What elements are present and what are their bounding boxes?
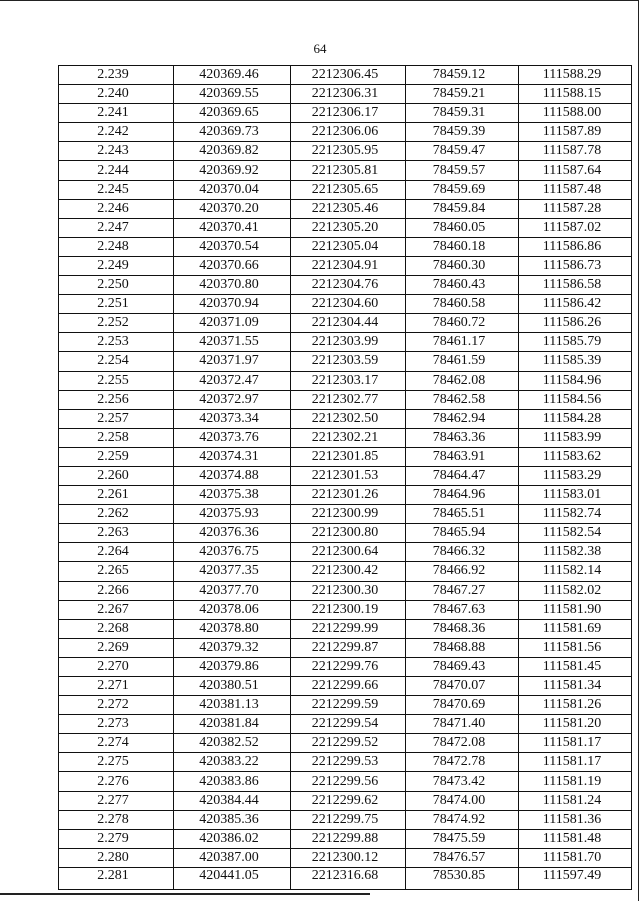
- coordinate-cell: 111586.58: [519, 276, 632, 295]
- coordinate-cell: 2212306.45: [291, 66, 406, 85]
- coordinate-cell: 111583.01: [519, 486, 632, 505]
- coordinate-cell: 2212303.99: [291, 333, 406, 352]
- table-row: [59, 66, 632, 85]
- coordinate-cell: 111586.86: [519, 237, 632, 256]
- coordinate-cell: 111588.15: [519, 85, 632, 104]
- table-row: [59, 581, 632, 600]
- coordinate-cell: 420383.86: [174, 772, 291, 791]
- point-number-cell: 2.259: [59, 447, 174, 466]
- coordinate-cell: 111581.26: [519, 696, 632, 715]
- coordinate-cell: 420370.54: [174, 237, 291, 256]
- coordinate-cell: 2212305.95: [291, 142, 406, 161]
- coordinate-cell: 2212306.17: [291, 104, 406, 123]
- coordinate-cell: 420377.35: [174, 562, 291, 581]
- coordinate-cell: 78459.39: [406, 123, 519, 142]
- point-number-cell: 2.275: [59, 753, 174, 772]
- coordinate-cell: 78461.59: [406, 352, 519, 371]
- coordinate-cell: 111597.49: [519, 867, 632, 889]
- point-number-cell: 2.279: [59, 829, 174, 848]
- coordinate-cell: 420369.73: [174, 123, 291, 142]
- coordinate-cell: 78470.69: [406, 696, 519, 715]
- table-row: [59, 104, 632, 123]
- coordinate-cell: 420376.75: [174, 543, 291, 562]
- table-row: [59, 276, 632, 295]
- coordinate-cell: 78459.84: [406, 199, 519, 218]
- point-number-cell: 2.260: [59, 466, 174, 485]
- coordinate-cell: 111582.14: [519, 562, 632, 581]
- coordinate-cell: 78472.08: [406, 734, 519, 753]
- coordinate-cell: 420369.65: [174, 104, 291, 123]
- table-row: [59, 371, 632, 390]
- coordinate-cell: 111583.99: [519, 428, 632, 447]
- coordinate-cell: 78464.96: [406, 486, 519, 505]
- coordinate-cell: 2212299.54: [291, 715, 406, 734]
- coordinate-cell: 420369.82: [174, 142, 291, 161]
- coordinate-cell: 420376.36: [174, 524, 291, 543]
- table-row: [59, 218, 632, 237]
- coordinate-cell: 420385.36: [174, 810, 291, 829]
- coordinate-cell: 420375.38: [174, 486, 291, 505]
- coordinate-cell: 111584.56: [519, 390, 632, 409]
- point-number-cell: 2.257: [59, 409, 174, 428]
- coordinate-cell: 111587.48: [519, 180, 632, 199]
- coordinate-cell: 111584.28: [519, 409, 632, 428]
- coordinate-cell: 111583.62: [519, 447, 632, 466]
- coordinate-cell: 78470.07: [406, 677, 519, 696]
- coordinate-cell: 420373.76: [174, 428, 291, 447]
- point-number-cell: 2.273: [59, 715, 174, 734]
- table-row: [59, 638, 632, 657]
- coordinate-cell: 78463.36: [406, 428, 519, 447]
- table-row: [59, 791, 632, 810]
- point-number-cell: 2.249: [59, 256, 174, 275]
- coordinate-cell: 78459.57: [406, 161, 519, 180]
- table-row: [59, 123, 632, 142]
- coordinate-cell: 2212304.76: [291, 276, 406, 295]
- table-row: [59, 619, 632, 638]
- coordinate-cell: 111586.73: [519, 256, 632, 275]
- point-number-cell: 2.266: [59, 581, 174, 600]
- coordinate-cell: 78460.72: [406, 314, 519, 333]
- point-number-cell: 2.252: [59, 314, 174, 333]
- coordinate-cell: 2212305.04: [291, 237, 406, 256]
- coordinate-cell: 78464.47: [406, 466, 519, 485]
- coordinate-cell: 420381.13: [174, 696, 291, 715]
- point-number-cell: 2.270: [59, 657, 174, 676]
- point-number-cell: 2.241: [59, 104, 174, 123]
- coordinate-cell: 111582.54: [519, 524, 632, 543]
- table-row: [59, 447, 632, 466]
- table-row: [59, 466, 632, 485]
- coordinate-cell: 420370.80: [174, 276, 291, 295]
- coordinate-cell: 420370.04: [174, 180, 291, 199]
- coordinate-cell: 78467.27: [406, 581, 519, 600]
- coordinate-cell: 78462.94: [406, 409, 519, 428]
- point-number-cell: 2.261: [59, 486, 174, 505]
- point-number-cell: 2.271: [59, 677, 174, 696]
- coordinate-cell: 2212299.52: [291, 734, 406, 753]
- coordinate-cell: 78475.59: [406, 829, 519, 848]
- coordinate-cell: 420374.31: [174, 447, 291, 466]
- point-number-cell: 2.254: [59, 352, 174, 371]
- coordinate-cell: 111587.28: [519, 199, 632, 218]
- table-row: [59, 295, 632, 314]
- coordinate-cell: 2212305.81: [291, 161, 406, 180]
- coordinate-cell: 2212299.59: [291, 696, 406, 715]
- coordinate-cell: 111586.26: [519, 314, 632, 333]
- coordinate-cell: 111581.90: [519, 600, 632, 619]
- coordinate-cell: 78459.47: [406, 142, 519, 161]
- coordinate-cell: 78459.69: [406, 180, 519, 199]
- coordinate-cell: 111587.64: [519, 161, 632, 180]
- coordinate-cell: 2212305.46: [291, 199, 406, 218]
- table-row: [59, 180, 632, 199]
- coordinate-cell: 111581.48: [519, 829, 632, 848]
- coordinate-cell: 111587.78: [519, 142, 632, 161]
- coordinate-cell: 420371.55: [174, 333, 291, 352]
- coordinate-cell: 2212302.21: [291, 428, 406, 447]
- coordinate-cell: 420369.92: [174, 161, 291, 180]
- table-row: [59, 829, 632, 848]
- coordinate-cell: 420379.86: [174, 657, 291, 676]
- point-number-cell: 2.264: [59, 543, 174, 562]
- table-row: [59, 715, 632, 734]
- coordinate-cell: 111581.34: [519, 677, 632, 696]
- coordinate-cell: 78468.36: [406, 619, 519, 638]
- point-number-cell: 2.281: [59, 867, 174, 889]
- coordinate-cell: 78461.17: [406, 333, 519, 352]
- coordinate-cell: 111585.39: [519, 352, 632, 371]
- table-row: [59, 142, 632, 161]
- point-number-cell: 2.274: [59, 734, 174, 753]
- coordinate-cell: 111581.17: [519, 753, 632, 772]
- coordinate-cell: 111582.02: [519, 581, 632, 600]
- coordinate-cell: 420371.97: [174, 352, 291, 371]
- coordinate-cell: 78471.40: [406, 715, 519, 734]
- coordinate-cell: 420384.44: [174, 791, 291, 810]
- coordinate-cell: 2212302.50: [291, 409, 406, 428]
- coordinate-cell: 78469.43: [406, 657, 519, 676]
- coordinate-cell: 111582.74: [519, 505, 632, 524]
- coordinate-cell: 420370.20: [174, 199, 291, 218]
- coordinate-cell: 78462.58: [406, 390, 519, 409]
- table-row: [59, 314, 632, 333]
- coordinate-cell: 2212300.42: [291, 562, 406, 581]
- coordinate-cell: 420378.80: [174, 619, 291, 638]
- point-number-cell: 2.239: [59, 66, 174, 85]
- point-number-cell: 2.272: [59, 696, 174, 715]
- point-number-cell: 2.248: [59, 237, 174, 256]
- coordinate-cell: 2212300.80: [291, 524, 406, 543]
- coordinate-cell: 420369.55: [174, 85, 291, 104]
- coordinate-cell: 111581.45: [519, 657, 632, 676]
- table-row: [59, 734, 632, 753]
- point-number-cell: 2.265: [59, 562, 174, 581]
- coordinate-cell: 111587.02: [519, 218, 632, 237]
- coordinate-cell: 78459.31: [406, 104, 519, 123]
- coordinate-cell: 420377.70: [174, 581, 291, 600]
- coordinate-cell: 111586.42: [519, 295, 632, 314]
- coordinate-cell: 78465.94: [406, 524, 519, 543]
- coordinate-cell: 2212299.62: [291, 791, 406, 810]
- point-number-cell: 2.243: [59, 142, 174, 161]
- table-row: [59, 543, 632, 562]
- coordinate-cell: 2212300.99: [291, 505, 406, 524]
- coordinate-cell: 111583.29: [519, 466, 632, 485]
- coordinate-cell: 78530.85: [406, 867, 519, 889]
- coordinate-cell: 78465.51: [406, 505, 519, 524]
- coordinate-cell: 111587.89: [519, 123, 632, 142]
- coordinate-cell: 420371.09: [174, 314, 291, 333]
- point-number-cell: 2.240: [59, 85, 174, 104]
- point-number-cell: 2.276: [59, 772, 174, 791]
- coordinate-cell: 420374.88: [174, 466, 291, 485]
- coordinate-cell: 111581.24: [519, 791, 632, 810]
- page-number: 64: [313, 41, 327, 56]
- point-number-cell: 2.269: [59, 638, 174, 657]
- table-row: [59, 352, 632, 371]
- table-row: [59, 562, 632, 581]
- table-row: [59, 753, 632, 772]
- point-number-cell: 2.247: [59, 218, 174, 237]
- coordinate-cell: 111582.38: [519, 543, 632, 562]
- coordinate-cell: 2212304.44: [291, 314, 406, 333]
- table-row: [59, 333, 632, 352]
- coordinate-cell: 420441.05: [174, 867, 291, 889]
- coordinate-cell: 78462.08: [406, 371, 519, 390]
- table-row: [59, 848, 632, 867]
- table-row: [59, 409, 632, 428]
- coordinate-cell: 420381.84: [174, 715, 291, 734]
- point-number-cell: 2.253: [59, 333, 174, 352]
- point-number-cell: 2.245: [59, 180, 174, 199]
- coordinate-cell: 2212299.76: [291, 657, 406, 676]
- point-number-cell: 2.250: [59, 276, 174, 295]
- table-row: [59, 810, 632, 829]
- coordinate-cell: 2212300.12: [291, 848, 406, 867]
- coordinate-cell: 420370.94: [174, 295, 291, 314]
- coordinate-cell: 420379.32: [174, 638, 291, 657]
- table-row: [59, 486, 632, 505]
- coordinate-cell: 2212299.99: [291, 619, 406, 638]
- coordinate-cell: 2212299.88: [291, 829, 406, 848]
- point-number-cell: 2.277: [59, 791, 174, 810]
- coordinate-cell: 420378.06: [174, 600, 291, 619]
- coordinate-cell: 2212301.53: [291, 466, 406, 485]
- coordinate-cell: 78474.00: [406, 791, 519, 810]
- coordinate-cell: 78460.58: [406, 295, 519, 314]
- coordinate-cell: 420375.93: [174, 505, 291, 524]
- point-number-cell: 2.242: [59, 123, 174, 142]
- coordinate-cell: 2212300.30: [291, 581, 406, 600]
- point-number-cell: 2.244: [59, 161, 174, 180]
- coordinate-cell: 111581.20: [519, 715, 632, 734]
- point-number-cell: 2.263: [59, 524, 174, 543]
- coordinates-table: [58, 65, 632, 890]
- coordinate-cell: 78466.92: [406, 562, 519, 581]
- table-row: [59, 256, 632, 275]
- coordinate-cell: 78468.88: [406, 638, 519, 657]
- coordinate-cell: 111584.96: [519, 371, 632, 390]
- coordinate-cell: 420373.34: [174, 409, 291, 428]
- point-number-cell: 2.262: [59, 505, 174, 524]
- table-row: [59, 199, 632, 218]
- coordinate-cell: 78463.91: [406, 447, 519, 466]
- coordinate-cell: 111581.56: [519, 638, 632, 657]
- table-row: [59, 657, 632, 676]
- coordinate-cell: 78467.63: [406, 600, 519, 619]
- coordinate-cell: 111581.17: [519, 734, 632, 753]
- coordinate-cell: 78473.42: [406, 772, 519, 791]
- coordinate-cell: 2212304.60: [291, 295, 406, 314]
- coordinate-cell: 78460.18: [406, 237, 519, 256]
- coordinate-cell: 420369.46: [174, 66, 291, 85]
- coordinate-cell: 420382.52: [174, 734, 291, 753]
- coordinate-cell: 2212299.53: [291, 753, 406, 772]
- coordinate-cell: 420380.51: [174, 677, 291, 696]
- coordinate-cell: 2212304.91: [291, 256, 406, 275]
- coordinate-cell: 420383.22: [174, 753, 291, 772]
- coordinate-cell: 111581.70: [519, 848, 632, 867]
- coordinate-cell: 78474.92: [406, 810, 519, 829]
- table-row: [59, 390, 632, 409]
- coordinate-cell: 2212302.77: [291, 390, 406, 409]
- coordinate-cell: 78466.32: [406, 543, 519, 562]
- coordinate-cell: 111581.69: [519, 619, 632, 638]
- table-row: [59, 696, 632, 715]
- coordinates-table-body: [59, 66, 632, 890]
- coordinate-cell: 420372.97: [174, 390, 291, 409]
- coordinate-cell: 2212306.31: [291, 85, 406, 104]
- coordinate-cell: 2212303.59: [291, 352, 406, 371]
- coordinate-cell: 78476.57: [406, 848, 519, 867]
- coordinate-cell: 78460.30: [406, 256, 519, 275]
- coordinate-cell: 111588.00: [519, 104, 632, 123]
- coordinate-cell: 420372.47: [174, 371, 291, 390]
- coordinate-cell: 2212305.65: [291, 180, 406, 199]
- point-number-cell: 2.246: [59, 199, 174, 218]
- coordinate-cell: 420370.41: [174, 218, 291, 237]
- table-row: [59, 677, 632, 696]
- coordinate-cell: 420370.66: [174, 256, 291, 275]
- coordinate-cell: 78472.78: [406, 753, 519, 772]
- coordinate-cell: 111581.19: [519, 772, 632, 791]
- point-number-cell: 2.267: [59, 600, 174, 619]
- coordinate-cell: 420387.00: [174, 848, 291, 867]
- coordinate-cell: 111585.79: [519, 333, 632, 352]
- coordinate-cell: 2212305.20: [291, 218, 406, 237]
- table-row: [59, 772, 632, 791]
- coordinate-cell: 2212306.06: [291, 123, 406, 142]
- point-number-cell: 2.268: [59, 619, 174, 638]
- coordinate-cell: 2212300.64: [291, 543, 406, 562]
- coordinate-cell: 2212300.19: [291, 600, 406, 619]
- coordinate-cell: 78460.05: [406, 218, 519, 237]
- point-number-cell: 2.256: [59, 390, 174, 409]
- table-row: [59, 524, 632, 543]
- point-number-cell: 2.255: [59, 371, 174, 390]
- coordinate-cell: 78459.21: [406, 85, 519, 104]
- coordinate-cell: 111581.36: [519, 810, 632, 829]
- coordinate-cell: 2212299.56: [291, 772, 406, 791]
- coordinate-cell: 2212303.17: [291, 371, 406, 390]
- table-row: [59, 505, 632, 524]
- coordinate-cell: 2212299.87: [291, 638, 406, 657]
- point-number-cell: 2.251: [59, 295, 174, 314]
- table-row: [59, 600, 632, 619]
- coordinate-cell: 111588.29: [519, 66, 632, 85]
- table-row: [59, 237, 632, 256]
- table-row: [59, 85, 632, 104]
- coordinate-cell: 2212301.26: [291, 486, 406, 505]
- coordinate-cell: 2212301.85: [291, 447, 406, 466]
- bottom-rule: [0, 893, 370, 895]
- point-number-cell: 2.280: [59, 848, 174, 867]
- table-row: [59, 161, 632, 180]
- coordinate-cell: 78459.12: [406, 66, 519, 85]
- table-row: [59, 867, 632, 889]
- point-number-cell: 2.258: [59, 428, 174, 447]
- coordinate-cell: 420386.02: [174, 829, 291, 848]
- table-row: [59, 428, 632, 447]
- coordinate-cell: 2212299.66: [291, 677, 406, 696]
- coordinate-cell: 2212299.75: [291, 810, 406, 829]
- coordinate-cell: 78460.43: [406, 276, 519, 295]
- coordinate-cell: 2212316.68: [291, 867, 406, 889]
- point-number-cell: 2.278: [59, 810, 174, 829]
